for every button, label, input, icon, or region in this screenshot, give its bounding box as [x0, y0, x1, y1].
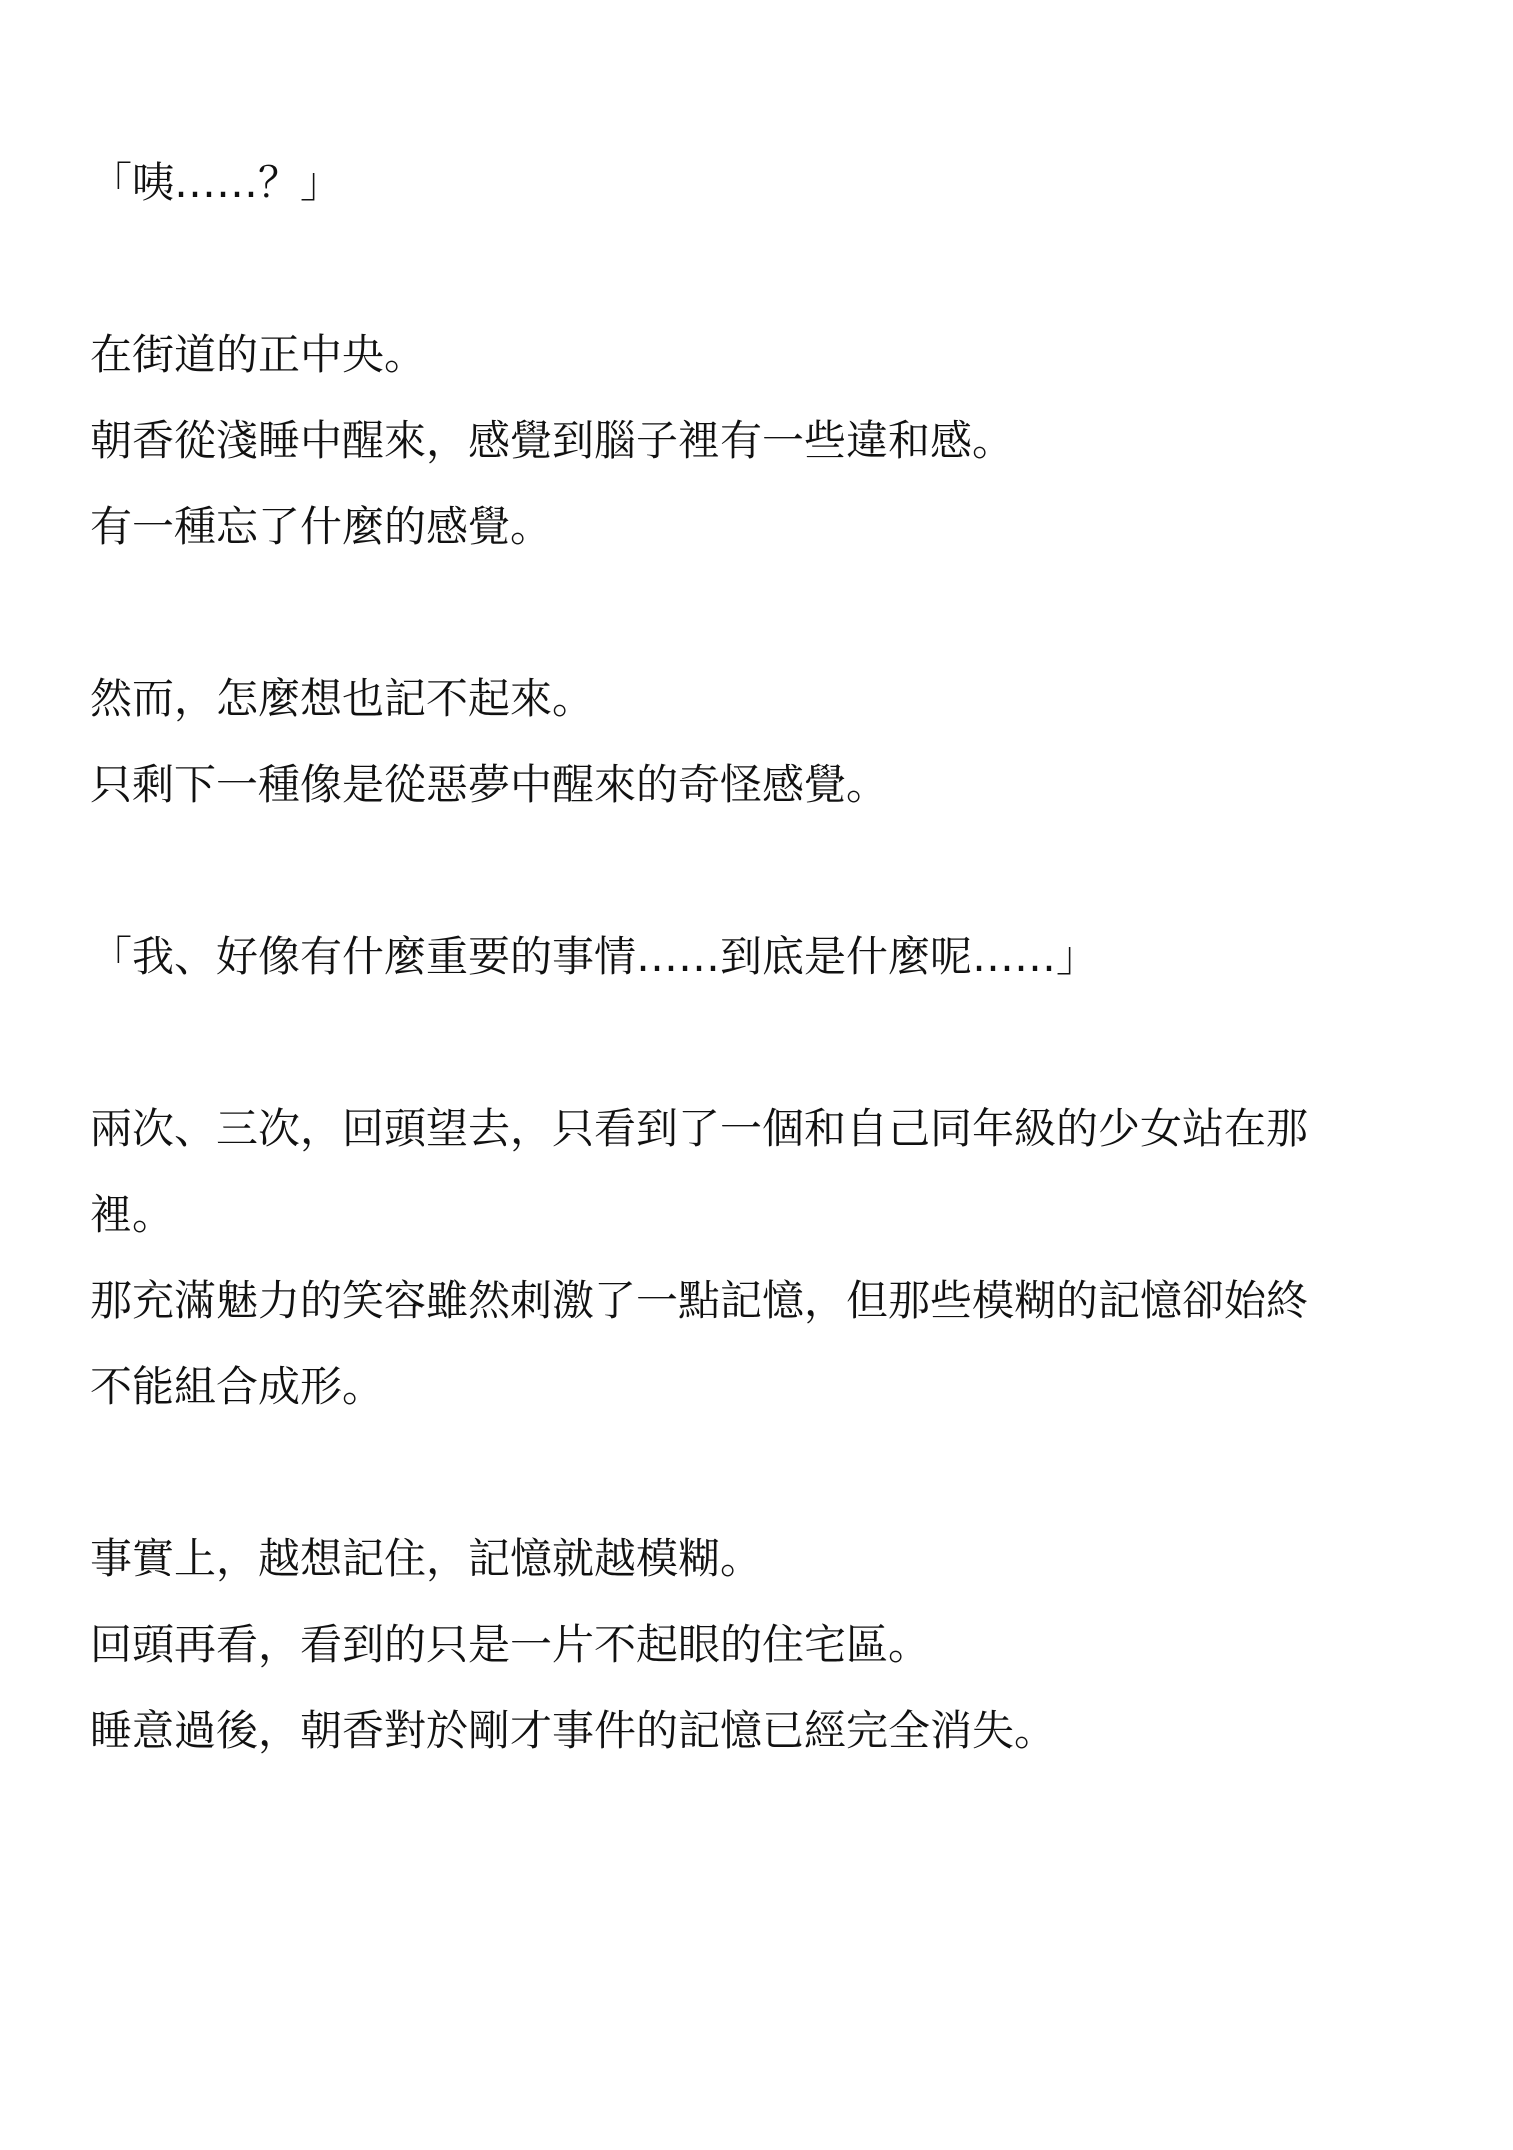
text-line: 只剩下一種像是從惡夢中醒來的奇怪感覺。 [90, 760, 889, 809]
text-line: 朝香從淺睡中醒來，感覺到腦子裡有一些違和感。 [90, 416, 1015, 465]
text-line: 「我、好像有什麼重要的事情……到底是什麼呢……」 [90, 932, 1099, 981]
text-line: 「咦……？」 [90, 158, 343, 207]
paragraph-gap [90, 1000, 1430, 1086]
paragraph-3 [90, 656, 1430, 828]
text-line: 裡。 [90, 1190, 175, 1239]
paragraph-gap [90, 226, 1430, 312]
text-line: 在街道的正中央。 [90, 330, 427, 379]
paragraph-6 [90, 1516, 1430, 1774]
paragraph-5 [90, 1086, 1430, 1430]
text-line: 睡意過後，朝香對於剛才事件的記憶已經完全消失。 [90, 1706, 1057, 1755]
text-line: 不能組合成形。 [90, 1362, 385, 1411]
text-line: 那充滿魅力的笑容雖然刺激了一點記憶，但那些模糊的記憶卻始終 [90, 1276, 1309, 1325]
text-line: 然而，怎麼想也記不起來。 [90, 674, 595, 723]
text-line: 事實上，越想記住，記憶就越模糊。 [90, 1534, 763, 1583]
paragraph-2 [90, 312, 1430, 570]
text-line: 有一種忘了什麼的感覺。 [90, 502, 553, 551]
text-line: 兩次、三次，回頭望去，只看到了一個和自己同年級的少女站在那 [90, 1104, 1309, 1153]
paragraph-gap [90, 1430, 1430, 1516]
story-text [90, 140, 1430, 1774]
paragraph-gap [90, 828, 1430, 914]
text-line: 回頭再看，看到的只是一片不起眼的住宅區。 [90, 1620, 931, 1669]
paragraph-gap [90, 570, 1430, 656]
paragraph-4 [90, 914, 1430, 1000]
paragraph-1 [90, 140, 1430, 226]
